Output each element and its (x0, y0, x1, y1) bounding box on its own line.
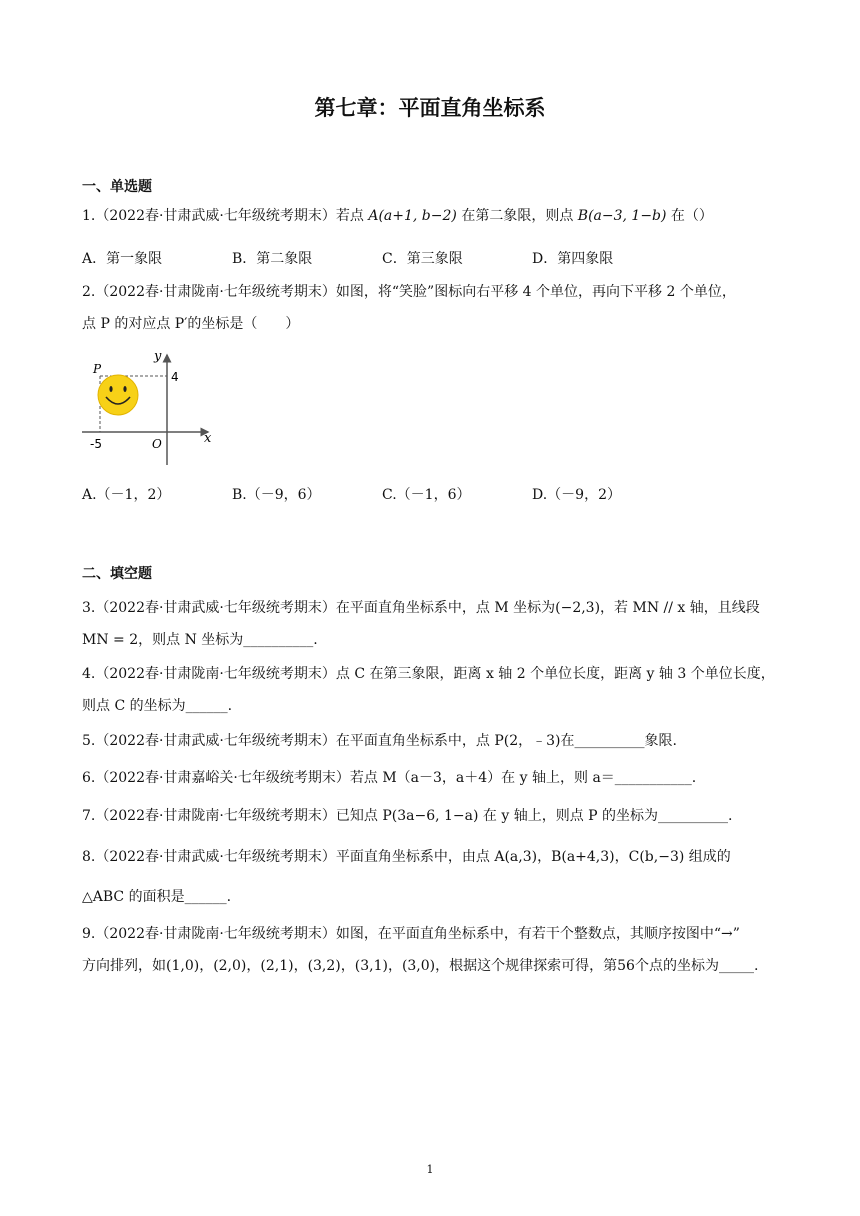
question-4-line-2: 则点 C 的坐标为______. (82, 698, 233, 714)
q2-option-a: A.（－1，2） (82, 487, 171, 503)
q2-option-b: B.（－9，6） (232, 487, 321, 503)
question-7: 7.（2022春·甘肃陇南·七年级统考期末）已知点 P(3a−6, 1−a) 在 y 轴上，则点 P 的坐标为__________. (82, 808, 733, 824)
q1-option-b: B．第二象限 (232, 251, 313, 267)
label-origin: O (152, 437, 162, 451)
label-minus-5: -5 (90, 437, 102, 451)
q1-option-d: D．第四象限 (532, 251, 614, 267)
question-1 (82, 206, 792, 226)
page-number: 1 (426, 1163, 434, 1176)
q1-math-b: B(a−3, 1−b) (577, 208, 667, 224)
q1-math-a: A(a+1, b−2) (368, 208, 457, 224)
q1-text-b: 在第二象限，则点 (456, 208, 578, 224)
smiley-face-icon (98, 375, 138, 415)
question-2-line-2: 点 P 的对应点 P′的坐标是（ ） (82, 316, 300, 332)
label-4: 4 (171, 370, 179, 384)
question-2-line-1: 2.（2022春·甘肃陇南·七年级统考期末）如图，将“笑脸”图标向右平移 4 个单位，再向下平移 2 个单位， (82, 284, 736, 300)
q1-option-c: C．第三象限 (382, 251, 463, 267)
q2-option-d: D.（－9，2） (532, 487, 621, 503)
label-x: x (204, 431, 212, 446)
q2-option-c: C.（－1，6） (382, 487, 471, 503)
question-3-line-2: MN = 2，则点 N 坐标为__________. (82, 632, 318, 648)
smiley-coordinate-figure (80, 345, 220, 470)
page-title: 第七章：平面直角坐标系 (314, 96, 546, 120)
question-4-line-1: 4.（2022春·甘肃陇南·七年级统考期末）点 C 在第三象限，距离 x 轴 2 个单位长度，距离 y 轴 3 个单位长度， (82, 666, 775, 682)
smiley-right-eye (123, 386, 126, 392)
label-y: y (154, 349, 162, 364)
question-6: 6.（2022春·甘肃嘉峪关·七年级统考期末）若点 M（a－3，a＋4）在 y 轴上，则 a＝___________. (82, 770, 697, 786)
question-8-line-2: △ABC 的面积是______. (82, 889, 232, 905)
question-8-line-1: 8.（2022春·甘肃武威·七年级统考期末）平面直角坐标系中，由点 A(a,3)，B(a+4,3)，C(b,−3) 组成的 (82, 849, 731, 865)
q1-text-c: 在（） (666, 208, 713, 224)
question-9-line-2: 方向排列，如(1,0)，(2,0)，(2,1)，(3,2)，(3,1)，(3,0)，根据这个规律探索可得，第56个点的坐标为_____. (82, 958, 759, 974)
question-9-line-1: 9.（2022春·甘肃陇南·七年级统考期末）如图，在平面直角坐标系中，有若干个整数点，其顺序按图中“→” (82, 926, 740, 942)
q1-text-a: 1.（2022春·甘肃武威·七年级统考期末）若点 (82, 208, 369, 224)
section-heading-single-choice: 一、单选题 (82, 179, 152, 195)
section-heading-fill-blank: 二、填空题 (82, 566, 152, 582)
question-5: 5.（2022春·甘肃武威·七年级统考期末）在平面直角坐标系中，点 P(2，﹣3)在__________象限. (82, 733, 677, 749)
label-p: P (93, 362, 102, 376)
smiley-left-eye (109, 386, 112, 392)
q1-option-a: A．第一象限 (82, 251, 163, 267)
question-3-line-1: 3.（2022春·甘肃武威·七年级统考期末）在平面直角坐标系中，点 M 坐标为(−2,3)，若 MN // x 轴，且线段 (82, 600, 760, 616)
